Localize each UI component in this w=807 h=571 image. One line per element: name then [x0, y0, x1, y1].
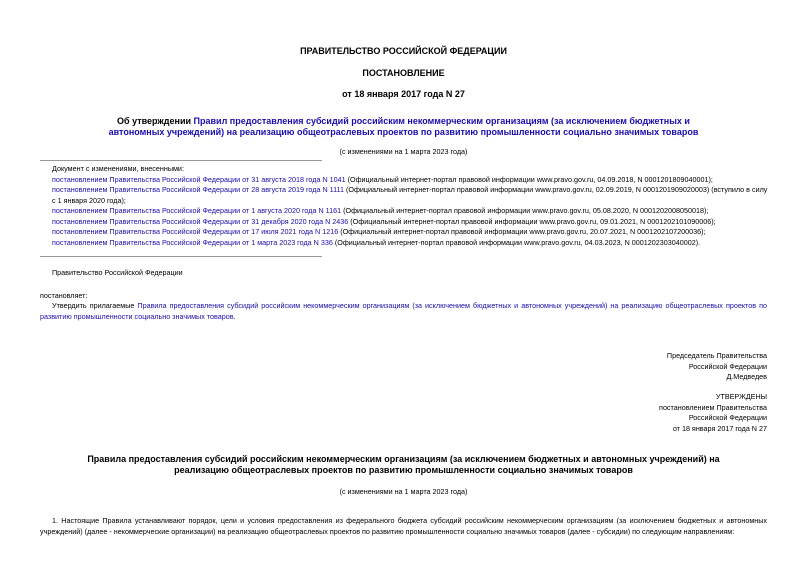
- amendment-item: [52, 238, 772, 249]
- approved-country: Российской Федерации: [688, 413, 767, 422]
- amendment-source: (Официальный интернет-портал правовой информации www.pravo.gov.ru, 20.07.2021, N 0001202107200036);: [338, 227, 706, 236]
- approve-paragraph: [40, 301, 767, 322]
- decides-line: постановляет:: [40, 291, 88, 300]
- divider-top: [40, 160, 322, 161]
- approve-prefix: Утвердить прилагаемые: [52, 301, 138, 310]
- gov-line: Правительство Российской Федерации: [52, 268, 183, 277]
- edition-note: (с изменениями на 1 марта 2023 года): [339, 147, 468, 156]
- gov-heading: ПРАВИТЕЛЬСТВО РОССИЙСКОЙ ФЕДЕРАЦИИ: [300, 46, 507, 56]
- rules-paragraph-1: 1. Настоящие Правила устанавливают порядок, цели и условия предоставления из федерального бюджета субсидий российским некоммерческим организациям (за исключением бюджетных и автономных учреждений) (далее - некоммерческие организации) на реализацию общеотраслевых проектов по развитию промышленности социально значимых товаров (далее - субсидии) по следующим направлениям:: [40, 516, 767, 536]
- amendment-link[interactable]: постановлением Правительства Российской Федерации от 31 августа 2018 года N 1041: [52, 174, 346, 184]
- amendment-source: (Официальный интернет-портал правовой информации www.pravo.gov.ru, 09.01.2021, N 0001202101090006);: [348, 216, 716, 226]
- amendment-link[interactable]: постановлением Правительства Российской Федерации от 31 декабря 2020 года N 2436: [52, 216, 349, 226]
- title-prefix: Об утверждении: [117, 116, 194, 126]
- divider-bottom: [40, 256, 322, 257]
- amendment-item: [52, 175, 772, 186]
- signature-country: Российской Федерации: [688, 361, 767, 371]
- doc-date: от 18 января 2017 года N 27: [342, 89, 465, 99]
- approved-block: [659, 392, 767, 434]
- amendment-link[interactable]: постановлением Правительства Российской Федерации от 28 августа 2019 года N 1111: [52, 185, 345, 194]
- amendment-source: (Официальный интернет-портал правовой информации www.pravo.gov.ru, 05.08.2020, N 0001202008050018);: [341, 206, 709, 215]
- rules-edition-note: (с изменениями на 1 марта 2023 года): [339, 487, 468, 496]
- title-link[interactable]: Правил предоставления субсидий российским некоммерческим организациям (за исключением бюджетных и автономных учреждений) на реализацию общеотраслевых проектов по развитию промышленности социально значимых товаров: [108, 116, 699, 137]
- amendment-source: (Официальный интернет-портал правовой информации www.pravo.gov.ru, 04.03.2023, N 0001202303040002).: [332, 237, 701, 247]
- amendment-item: [52, 185, 772, 206]
- amendment-link[interactable]: постановлением Правительства Российской Федерации от 17 июля 2021 года N 1216: [52, 227, 339, 236]
- approved-by: постановлением Правительства: [659, 402, 767, 412]
- amendments-block: [52, 164, 772, 248]
- approved-heading: УТВЕРЖДЕНЫ: [715, 392, 767, 401]
- signature-name: Д.Медведев: [726, 372, 767, 381]
- doc-type-heading: ПОСТАНОВЛЕНИЕ: [362, 68, 445, 78]
- amendment-item: [52, 217, 772, 228]
- amendment-item: [52, 206, 772, 217]
- amendment-link[interactable]: постановлением Правительства Российской Федерации от 1 августа 2020 года N 1161: [52, 206, 342, 215]
- doc-title: [100, 116, 707, 138]
- amendment-source: (Официальный интернет-портал правовой информации www.pravo.gov.ru, 04.09.2018, N 0001201809040001);: [345, 174, 713, 184]
- rules-title: Правила предоставления субсидий российским некоммерческим организациям (за исключением бюджетных и автономных учреждений) на реализацию общеотраслевых проектов по развитию промышленности социально значимых товаров: [87, 454, 720, 475]
- amendment-source: (Официальный интернет-портал правовой информации www.pravo.gov.ru, 02.09.2019, N 0001201909020003) (вступило в силу с 1 января 2020 года);: [52, 185, 768, 205]
- signature-block: [667, 351, 767, 383]
- signature-position: Председатель Правительства: [666, 351, 767, 360]
- approve-link[interactable]: Правила предоставления субсидий российским некоммерческим организациям (за исключением бюджетных и автономных учреждений) на реализацию общеотраслевых проектов по развитию промышленности социально значимых товаров: [40, 301, 767, 321]
- amendment-item: [52, 227, 772, 238]
- amendments-intro: Документ с изменениями, внесенными:: [52, 164, 184, 173]
- approve-suffix: .: [233, 311, 236, 321]
- approved-date: от 18 января 2017 года N 27: [672, 423, 767, 433]
- amendment-link[interactable]: постановлением Правительства Российской Федерации от 1 марта 2023 года N 336: [52, 237, 333, 247]
